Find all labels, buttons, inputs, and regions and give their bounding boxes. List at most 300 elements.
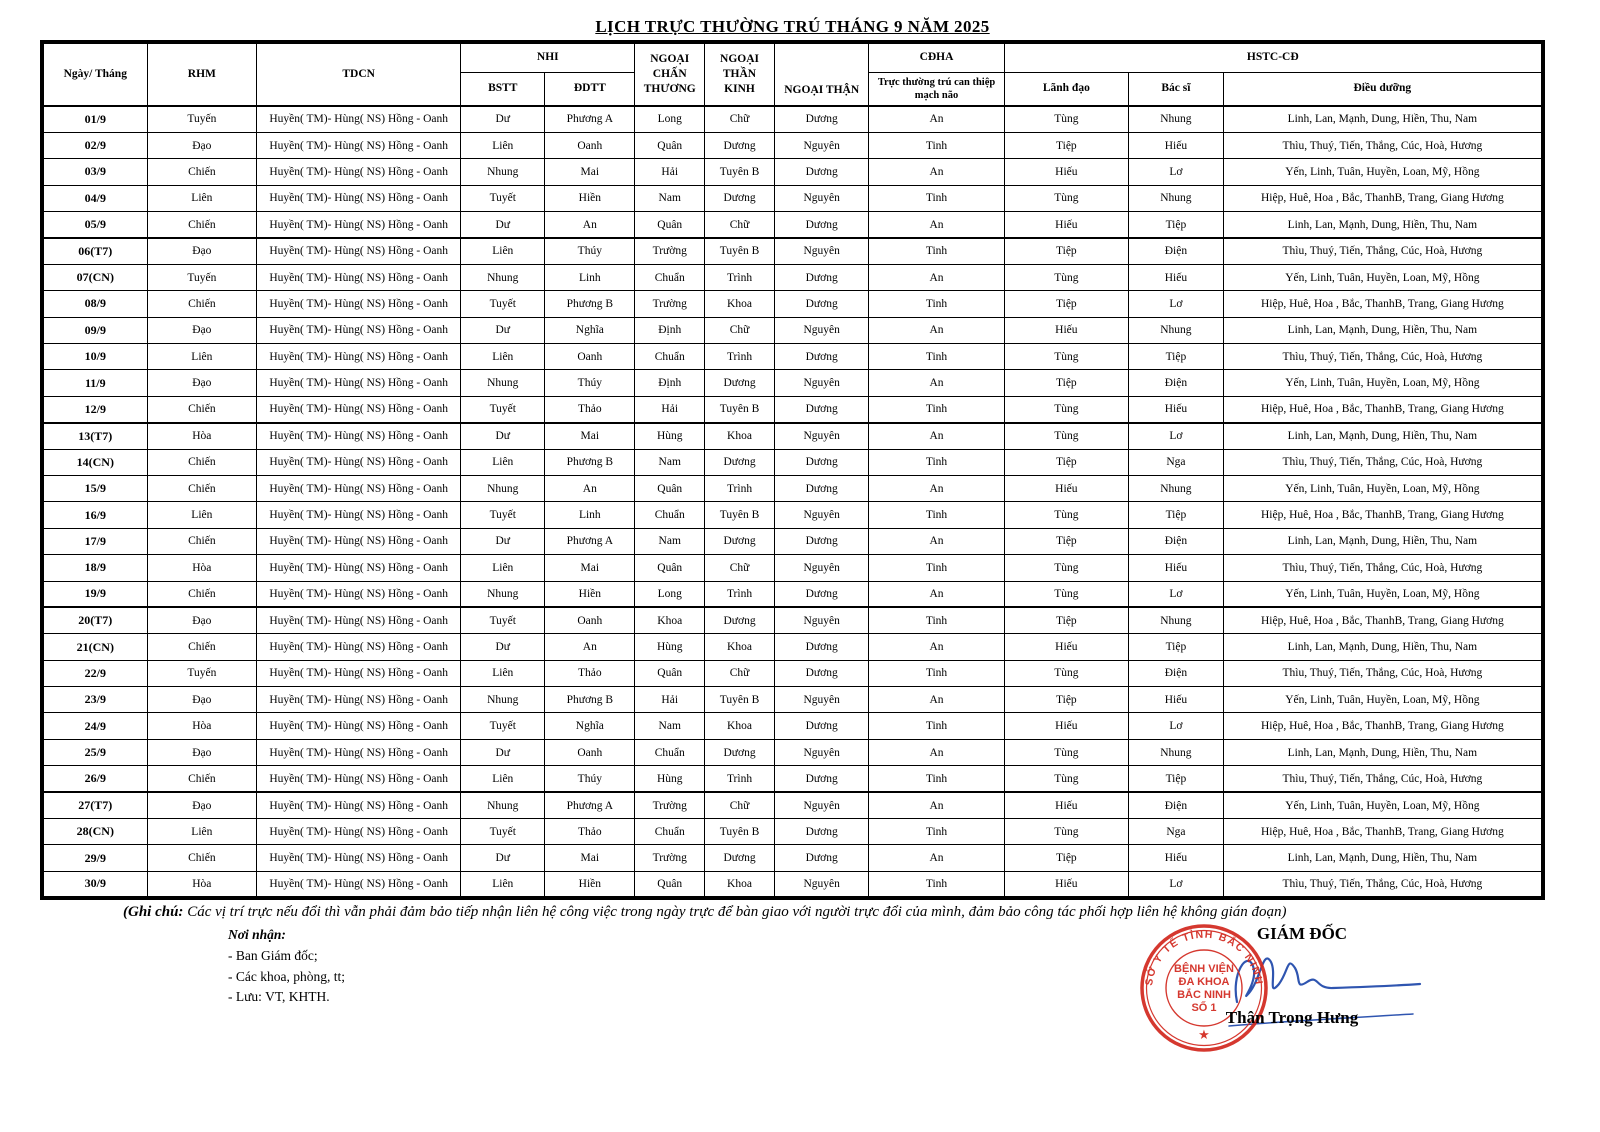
table-cell: Hiếu (1004, 159, 1129, 185)
table-cell: Dương (705, 449, 775, 475)
director-title: GIÁM ĐỐC (1256, 924, 1348, 943)
table-cell: Huyền( TM)- Hùng( NS) Hồng - Oanh (257, 713, 461, 739)
table-cell: Huyền( TM)- Hùng( NS) Hồng - Oanh (257, 106, 461, 132)
table-cell: Nguyên (774, 502, 869, 528)
table-cell: Tiệp (1129, 344, 1224, 370)
table-cell: Hiếu (1129, 132, 1224, 158)
table-cell: 16/9 (42, 502, 147, 528)
table-cell: Chuẩn (635, 502, 705, 528)
table-cell: Quân (635, 132, 705, 158)
stamp-line-2: ĐA KHOA (1178, 976, 1230, 988)
col-header-date: Ngày/ Tháng (42, 42, 147, 106)
table-cell: Đạo (147, 132, 257, 158)
table-cell: Trình (705, 475, 775, 501)
table-cell: Huyền( TM)- Hùng( NS) Hồng - Oanh (257, 634, 461, 660)
table-cell: An (869, 106, 1004, 132)
table-cell: Tuyến (147, 106, 257, 132)
table-cell: Dư (461, 845, 545, 871)
table-cell: Hùng (635, 766, 705, 792)
table-cell: Tinh (869, 766, 1004, 792)
table-cell: Chuẩn (635, 819, 705, 845)
table-cell: Chuẩn (635, 739, 705, 765)
table-row (42, 291, 1543, 317)
table-cell: Nhung (1129, 106, 1224, 132)
table-cell: Linh, Lan, Mạnh, Dung, Hiền, Thu, Nam (1223, 106, 1543, 132)
table-cell: Dương (774, 845, 869, 871)
table-cell: Quân (635, 871, 705, 897)
table-row (42, 555, 1543, 581)
table-cell: 23/9 (42, 687, 147, 713)
table-cell: Hòa (147, 871, 257, 897)
table-cell: Mai (545, 555, 635, 581)
table-cell: Chuẩn (635, 344, 705, 370)
table-cell: Lơ (1129, 423, 1224, 449)
table-cell: Trình (705, 766, 775, 792)
table-cell: Trường (635, 792, 705, 818)
table-row (42, 739, 1543, 765)
table-cell: Đạo (147, 317, 257, 343)
table-cell: An (545, 212, 635, 238)
table-row (42, 449, 1543, 475)
table-cell: An (545, 634, 635, 660)
table-cell: Thìu, Thuý, Tiến, Thắng, Cúc, Hoà, Hương (1223, 344, 1543, 370)
table-cell: Hiệp, Huê, Hoa , Bắc, ThanhB, Trang, Giang Hương (1223, 291, 1543, 317)
table-cell: Chữ (705, 555, 775, 581)
table-cell: 01/9 (42, 106, 147, 132)
table-cell: Tiệp (1004, 845, 1129, 871)
col-header-ddtt: ĐDTT (545, 72, 635, 106)
table-cell: Tuyết (461, 185, 545, 211)
table-cell: Hiền (545, 871, 635, 897)
table-cell: Liên (147, 819, 257, 845)
table-cell: Hiệp, Huê, Hoa , Bắc, ThanhB, Trang, Giang Hương (1223, 607, 1543, 633)
table-cell: Nhung (1129, 739, 1224, 765)
table-cell: Huyền( TM)- Hùng( NS) Hồng - Oanh (257, 238, 461, 264)
table-cell: Quân (635, 212, 705, 238)
table-cell: Tiệp (1004, 607, 1129, 633)
table-cell: Liên (461, 766, 545, 792)
table-cell: Phương B (545, 449, 635, 475)
table-cell: Hiếu (1004, 317, 1129, 343)
table-cell: Trường (635, 845, 705, 871)
table-cell: Tuyến (147, 264, 257, 290)
table-cell: Dương (774, 634, 869, 660)
table-cell: Dư (461, 212, 545, 238)
table-cell: Tùng (1004, 106, 1129, 132)
table-cell: Tinh (869, 819, 1004, 845)
table-cell: Nguyên (774, 370, 869, 396)
table-cell: Thìu, Thuý, Tiến, Thắng, Cúc, Hoà, Hương (1223, 132, 1543, 158)
table-cell: Dương (774, 449, 869, 475)
header-row-1 (42, 42, 1543, 72)
table-cell: Trình (705, 344, 775, 370)
table-cell: 02/9 (42, 132, 147, 158)
table-cell: Tinh (869, 555, 1004, 581)
table-cell: Tùng (1004, 660, 1129, 686)
table-cell: An (869, 317, 1004, 343)
table-cell: Tuyết (461, 819, 545, 845)
table-cell: Dương (774, 660, 869, 686)
table-cell: Hòa (147, 423, 257, 449)
table-cell: Tùng (1004, 185, 1129, 211)
table-cell: Nga (1129, 449, 1224, 475)
table-cell: Điện (1129, 792, 1224, 818)
table-cell: Chiến (147, 845, 257, 871)
table-cell: Tùng (1004, 502, 1129, 528)
table-cell: An (869, 581, 1004, 607)
table-cell: Tinh (869, 291, 1004, 317)
table-cell: 22/9 (42, 660, 147, 686)
table-cell: An (869, 212, 1004, 238)
stamp-line-1: BỆNH VIỆN (1174, 963, 1234, 975)
table-cell: Tuyết (461, 502, 545, 528)
stamp-ring-text: SỞ Y TẾ TỈNH BẮC NINH (1143, 928, 1265, 987)
table-cell: 07(CN) (42, 264, 147, 290)
table-cell: 28(CN) (42, 819, 147, 845)
table-cell: Nhung (1129, 317, 1224, 343)
table-row (42, 766, 1543, 792)
table-cell: Tinh (869, 344, 1004, 370)
table-cell: Trường (635, 291, 705, 317)
col-header-lanh-dao: Lãnh đạo (1004, 72, 1129, 106)
table-cell: Hải (635, 396, 705, 422)
table-cell: Nguyên (774, 423, 869, 449)
table-cell: Nam (635, 449, 705, 475)
table-cell: Thúy (545, 766, 635, 792)
table-cell: Oanh (545, 132, 635, 158)
table-cell: Phương A (545, 792, 635, 818)
table-cell: Mai (545, 159, 635, 185)
table-cell: Dư (461, 528, 545, 554)
table-cell: Nghĩa (545, 713, 635, 739)
table-cell: Thìu, Thuý, Tiến, Thắng, Cúc, Hoà, Hương (1223, 238, 1543, 264)
col-header-nhi: NHI (461, 42, 635, 72)
table-cell: Hiếu (1004, 634, 1129, 660)
table-cell: An (869, 634, 1004, 660)
table-row (42, 317, 1543, 343)
table-cell: Tinh (869, 449, 1004, 475)
table-cell: Linh, Lan, Mạnh, Dung, Hiền, Thu, Nam (1223, 423, 1543, 449)
table-cell: 26/9 (42, 766, 147, 792)
col-header-ngoai-chan-thuong: NGOẠI CHẤN THƯƠNG (635, 42, 705, 106)
table-cell: Dương (774, 713, 869, 739)
table-cell: Chiến (147, 766, 257, 792)
table-cell: Chiến (147, 159, 257, 185)
table-cell: Huyền( TM)- Hùng( NS) Hồng - Oanh (257, 819, 461, 845)
table-cell: Huyền( TM)- Hùng( NS) Hồng - Oanh (257, 212, 461, 238)
table-cell: 27(T7) (42, 792, 147, 818)
table-cell: Dương (705, 739, 775, 765)
table-cell: Hiếu (1129, 396, 1224, 422)
col-header-cdha: CĐHA (869, 42, 1004, 72)
table-cell: Tinh (869, 502, 1004, 528)
table-cell: Chiến (147, 475, 257, 501)
table-cell: Linh, Lan, Mạnh, Dung, Hiền, Thu, Nam (1223, 212, 1543, 238)
table-cell: Tinh (869, 132, 1004, 158)
table-cell: Dư (461, 106, 545, 132)
col-header-bac-si: Bác sĩ (1129, 72, 1224, 106)
table-cell: Linh, Lan, Mạnh, Dung, Hiền, Thu, Nam (1223, 739, 1543, 765)
table-row (42, 660, 1543, 686)
table-cell: Hiếu (1004, 713, 1129, 739)
table-cell: Nhung (461, 159, 545, 185)
table-cell: 13(T7) (42, 423, 147, 449)
table-cell: Tuyết (461, 713, 545, 739)
table-cell: 12/9 (42, 396, 147, 422)
table-cell: Dương (705, 845, 775, 871)
table-cell: Nhung (1129, 475, 1224, 501)
table-cell: 03/9 (42, 159, 147, 185)
table-cell: Huyền( TM)- Hùng( NS) Hồng - Oanh (257, 766, 461, 792)
table-cell: Lơ (1129, 291, 1224, 317)
table-cell: 30/9 (42, 871, 147, 897)
table-cell: Tùng (1004, 423, 1129, 449)
table-cell: Nguyên (774, 317, 869, 343)
table-cell: Chiến (147, 291, 257, 317)
table-cell: Nhung (461, 370, 545, 396)
table-cell: Chuẩn (635, 264, 705, 290)
table-cell: Dương (705, 607, 775, 633)
table-header (42, 42, 1543, 106)
footnote-label: (Ghi chú: (123, 904, 184, 920)
table-cell: Tùng (1004, 264, 1129, 290)
table-cell: Hiệp, Huê, Hoa , Bắc, ThanhB, Trang, Giang Hương (1223, 185, 1543, 211)
table-cell: Chiến (147, 528, 257, 554)
table-cell: Chữ (705, 212, 775, 238)
table-cell: Dương (774, 159, 869, 185)
table-cell: Huyền( TM)- Hùng( NS) Hồng - Oanh (257, 845, 461, 871)
table-cell: Thìu, Thuý, Tiến, Thắng, Cúc, Hoà, Hương (1223, 871, 1543, 897)
table-cell: Hiếu (1004, 475, 1129, 501)
table-cell: Tiệp (1004, 291, 1129, 317)
table-cell: Lơ (1129, 871, 1224, 897)
table-cell: Điện (1129, 370, 1224, 396)
table-cell: Tinh (869, 396, 1004, 422)
table-cell: Nhung (1129, 607, 1224, 633)
table-cell: Thìu, Thuý, Tiến, Thắng, Cúc, Hoà, Hương (1223, 555, 1543, 581)
recipient-item: - Ban Giám đốc; (228, 948, 318, 963)
table-cell: Đạo (147, 370, 257, 396)
table-cell: Thảo (545, 660, 635, 686)
table-cell: 04/9 (42, 185, 147, 211)
table-cell: Tuyết (461, 396, 545, 422)
table-cell: Nhung (461, 581, 545, 607)
table-cell: Dương (705, 185, 775, 211)
table-cell: Dương (774, 106, 869, 132)
table-cell: Tiệp (1129, 502, 1224, 528)
table-cell: Khoa (635, 607, 705, 633)
table-cell: 19/9 (42, 581, 147, 607)
table-cell: Dương (774, 291, 869, 317)
table-cell: Yến, Linh, Tuân, Huyền, Loan, Mỹ, Hồng (1223, 475, 1543, 501)
table-cell: Chữ (705, 660, 775, 686)
schedule-rows (42, 106, 1543, 898)
table-cell: Oanh (545, 607, 635, 633)
table-cell: Nguyên (774, 871, 869, 897)
table-cell: Đạo (147, 687, 257, 713)
table-row (42, 502, 1543, 528)
table-cell: Tiệp (1004, 687, 1129, 713)
table-cell: Lơ (1129, 159, 1224, 185)
col-header-hstc-cd: HSTC-CĐ (1004, 42, 1543, 72)
table-cell: Huyền( TM)- Hùng( NS) Hồng - Oanh (257, 528, 461, 554)
table-cell: Định (635, 370, 705, 396)
table-cell: Tuyên B (705, 159, 775, 185)
table-row (42, 423, 1543, 449)
table-cell: Tùng (1004, 581, 1129, 607)
table-cell: Tiệp (1004, 528, 1129, 554)
table-cell: Mai (545, 845, 635, 871)
table-cell: 24/9 (42, 713, 147, 739)
table-row (42, 106, 1543, 132)
table-cell: Chiến (147, 449, 257, 475)
table-cell: Chiến (147, 581, 257, 607)
table-cell: Tuyên B (705, 238, 775, 264)
table-cell: Huyền( TM)- Hùng( NS) Hồng - Oanh (257, 291, 461, 317)
table-cell: Thúy (545, 370, 635, 396)
table-cell: Quân (635, 475, 705, 501)
stamp-line-4: SỐ 1 (1191, 1002, 1217, 1014)
table-cell: Khoa (705, 871, 775, 897)
table-row (42, 132, 1543, 158)
table-cell: Thảo (545, 396, 635, 422)
table-cell: Tiệp (1004, 449, 1129, 475)
table-cell: Hiếu (1129, 555, 1224, 581)
table-cell: Thìu, Thuý, Tiến, Thắng, Cúc, Hoà, Hương (1223, 660, 1543, 686)
table-cell: Nguyên (774, 792, 869, 818)
table-cell: An (869, 528, 1004, 554)
table-cell: Huyền( TM)- Hùng( NS) Hồng - Oanh (257, 555, 461, 581)
table-cell: Nghĩa (545, 317, 635, 343)
table-cell: Hiếu (1129, 264, 1224, 290)
table-cell: 10/9 (42, 344, 147, 370)
stamp-star-icon: ★ (1198, 1027, 1210, 1042)
table-cell: Liên (461, 449, 545, 475)
table-cell: Chiến (147, 634, 257, 660)
table-cell: Dương (705, 528, 775, 554)
table-cell: Linh, Lan, Mạnh, Dung, Hiền, Thu, Nam (1223, 634, 1543, 660)
table-cell: Đạo (147, 792, 257, 818)
table-row (42, 396, 1543, 422)
table-cell: Khoa (705, 291, 775, 317)
table-row (42, 845, 1543, 871)
table-cell: Liên (461, 238, 545, 264)
table-cell: Quân (635, 660, 705, 686)
table-cell: Huyền( TM)- Hùng( NS) Hồng - Oanh (257, 871, 461, 897)
table-cell: Huyền( TM)- Hùng( NS) Hồng - Oanh (257, 396, 461, 422)
table-cell: Nhung (1129, 185, 1224, 211)
table-cell: Thảo (545, 819, 635, 845)
table-cell: Phương B (545, 687, 635, 713)
table-row (42, 238, 1543, 264)
table-cell: Yến, Linh, Tuân, Huyền, Loan, Mỹ, Hồng (1223, 159, 1543, 185)
table-cell: Hiếu (1004, 212, 1129, 238)
table-cell: 05/9 (42, 212, 147, 238)
table-cell: Tinh (869, 660, 1004, 686)
table-cell: Tiệp (1004, 132, 1129, 158)
table-cell: Trình (705, 264, 775, 290)
table-cell: Dương (774, 264, 869, 290)
table-cell: Huyền( TM)- Hùng( NS) Hồng - Oanh (257, 449, 461, 475)
table-cell: Tiệp (1129, 212, 1224, 238)
table-cell: An (869, 845, 1004, 871)
table-cell: Nhung (461, 792, 545, 818)
table-cell: Khoa (705, 713, 775, 739)
table-cell: Yến, Linh, Tuân, Huyền, Loan, Mỹ, Hồng (1223, 792, 1543, 818)
table-cell: Dương (705, 370, 775, 396)
table-cell: Linh, Lan, Mạnh, Dung, Hiền, Thu, Nam (1223, 845, 1543, 871)
table-cell: An (869, 739, 1004, 765)
table-cell: Hiệp, Huê, Hoa , Bắc, ThanhB, Trang, Giang Hương (1223, 819, 1543, 845)
table-cell: Huyền( TM)- Hùng( NS) Hồng - Oanh (257, 607, 461, 633)
table-cell: Điện (1129, 660, 1224, 686)
col-header-dieu-duong: Điều dưỡng (1223, 72, 1543, 106)
table-row (42, 475, 1543, 501)
table-cell: Lơ (1129, 713, 1224, 739)
table-cell: Tiệp (1129, 766, 1224, 792)
table-cell: An (869, 370, 1004, 396)
table-cell: Huyền( TM)- Hùng( NS) Hồng - Oanh (257, 502, 461, 528)
table-cell: Chữ (705, 792, 775, 818)
table-cell: Hiền (545, 185, 635, 211)
table-cell: Dương (705, 132, 775, 158)
table-cell: 09/9 (42, 317, 147, 343)
table-cell: Hiệp, Huê, Hoa , Bắc, ThanhB, Trang, Giang Hương (1223, 396, 1543, 422)
table-cell: Huyền( TM)- Hùng( NS) Hồng - Oanh (257, 423, 461, 449)
table-cell: Liên (461, 555, 545, 581)
table-cell: 14(CN) (42, 449, 147, 475)
table-cell: Huyền( TM)- Hùng( NS) Hồng - Oanh (257, 581, 461, 607)
table-row (42, 344, 1543, 370)
table-cell: Linh (545, 264, 635, 290)
stamp-line-3: BẮC NINH (1177, 989, 1231, 1001)
table-cell: An (869, 475, 1004, 501)
table-row (42, 212, 1543, 238)
table-cell: Liên (461, 660, 545, 686)
director-name: Thân Trọng Hưng (1225, 1008, 1359, 1027)
table-cell: Hiếu (1004, 871, 1129, 897)
table-cell: Tinh (869, 713, 1004, 739)
table-cell: Dương (774, 528, 869, 554)
table-cell: Dương (774, 581, 869, 607)
duty-schedule-table (40, 40, 1545, 900)
table-cell: Đạo (147, 739, 257, 765)
col-header-ngoai-than: NGOẠI THẬN (774, 42, 869, 106)
col-header-ngoai-than-kinh: NGOẠI THẦN KINH (705, 42, 775, 106)
table-cell: Tùng (1004, 344, 1129, 370)
table-row (42, 370, 1543, 396)
table-cell: Phương A (545, 528, 635, 554)
table-cell: Dư (461, 317, 545, 343)
table-cell: Mai (545, 423, 635, 449)
table-cell: Dương (774, 396, 869, 422)
recipients-title: Nơi nhận: (228, 927, 286, 942)
hospital-stamp (1138, 922, 1270, 1054)
table-cell: Tùng (1004, 739, 1129, 765)
table-cell: Huyền( TM)- Hùng( NS) Hồng - Oanh (257, 475, 461, 501)
table-cell: Điện (1129, 238, 1224, 264)
table-cell: Huyền( TM)- Hùng( NS) Hồng - Oanh (257, 132, 461, 158)
table-cell: Lơ (1129, 581, 1224, 607)
table-cell: Tuyên B (705, 687, 775, 713)
table-cell: Huyền( TM)- Hùng( NS) Hồng - Oanh (257, 317, 461, 343)
table-cell: Tinh (869, 607, 1004, 633)
table-cell: Dương (774, 344, 869, 370)
table-cell: Tuyên B (705, 396, 775, 422)
table-cell: Nguyên (774, 555, 869, 581)
table-cell: Tuyết (461, 291, 545, 317)
table-cell: Điện (1129, 528, 1224, 554)
